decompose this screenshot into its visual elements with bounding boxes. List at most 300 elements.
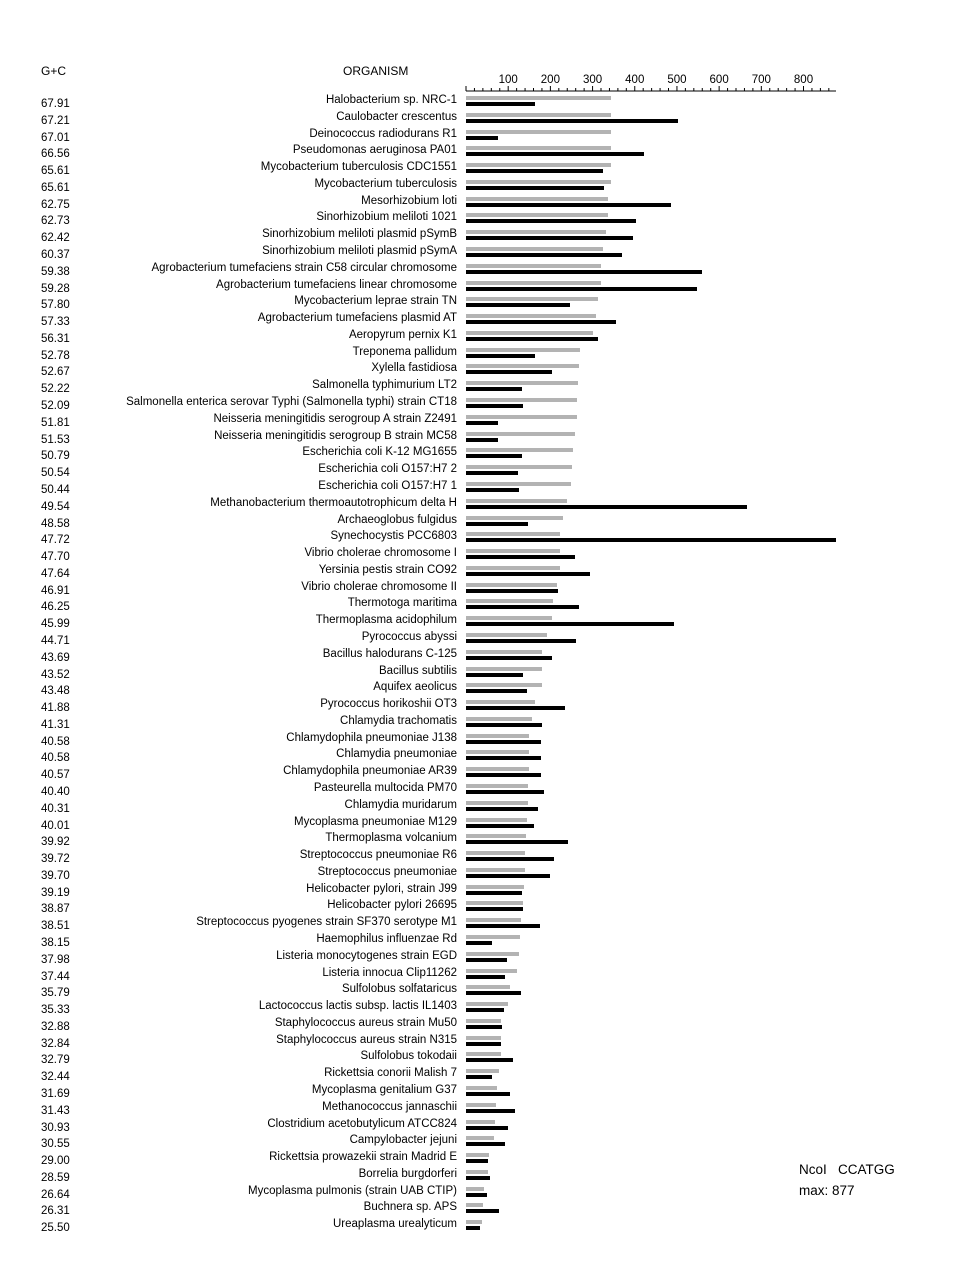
gc-value: 40.57 — [41, 769, 70, 782]
black-bar — [466, 236, 633, 240]
black-bar — [466, 907, 523, 911]
x-tick-label: 800 — [793, 74, 814, 86]
gc-value: 37.98 — [41, 953, 70, 966]
organism-label: Agrobacterium tumefaciens strain C58 circular chromosome — [151, 261, 457, 274]
organism-label: Agrobacterium tumefaciens plasmid AT — [257, 312, 457, 325]
black-bar — [466, 488, 519, 492]
table-row — [0, 649, 977, 666]
grey-bar — [466, 801, 528, 805]
organism-label: Treponema pallidum — [352, 345, 457, 358]
organism-label: Vibrio cholerae chromosome II — [301, 580, 457, 593]
organism-label: Rickettsia conorii Malish 7 — [324, 1067, 457, 1080]
organism-label: Methanococcus jannaschii — [322, 1100, 457, 1113]
table-row — [0, 380, 977, 397]
grey-bar — [466, 1170, 488, 1174]
gc-value: 44.71 — [41, 634, 70, 647]
gc-value: 47.64 — [41, 567, 70, 580]
gc-value: 25.50 — [41, 1222, 70, 1235]
table-row — [0, 666, 977, 683]
table-row — [0, 615, 977, 632]
black-bar — [466, 1159, 488, 1163]
black-bar — [466, 1058, 513, 1062]
organism-label: Staphylococcus aureus strain N315 — [276, 1033, 457, 1046]
x-tick-label: 600 — [709, 74, 729, 86]
organism-label: Yersinia pestis strain CO92 — [318, 563, 457, 576]
enzyme-name: NcoI — [799, 1162, 827, 1177]
grey-bar — [466, 364, 579, 368]
black-bar — [466, 522, 528, 526]
table-row — [0, 296, 977, 313]
organism-label: Pyrococcus abyssi — [361, 630, 457, 643]
black-bar — [466, 320, 616, 324]
black-bar — [466, 924, 540, 928]
grey-bar — [466, 717, 532, 721]
grey-bar — [466, 935, 520, 939]
organism-label: Sulfolobus tokodaii — [360, 1050, 457, 1063]
organism-label: Chlamydia pneumoniae — [336, 748, 457, 761]
table-row — [0, 229, 977, 246]
grey-bar — [466, 314, 596, 318]
table-row — [0, 884, 977, 901]
organism-label: Streptococcus pneumoniae — [317, 865, 457, 878]
organism-label: Mycobacterium leprae strain TN — [294, 295, 457, 308]
grey-bar — [466, 130, 611, 134]
gc-value: 56.31 — [41, 332, 70, 345]
grey-bar — [466, 868, 525, 872]
black-bar — [466, 1042, 501, 1046]
gc-column-header: G+C — [41, 64, 67, 78]
organism-label: Streptococcus pneumoniae R6 — [299, 849, 457, 862]
black-bar — [466, 605, 579, 609]
organism-label: Escherichia coli O157:H7 1 — [318, 479, 457, 492]
black-bar — [466, 270, 702, 274]
table-row — [0, 313, 977, 330]
black-bar — [466, 589, 558, 593]
black-bar — [466, 1075, 492, 1079]
black-bar — [466, 219, 636, 223]
organism-label: Agrobacterium tumefaciens linear chromosome — [216, 278, 457, 291]
gc-value: 32.79 — [41, 1054, 70, 1067]
table-row — [0, 1001, 977, 1018]
grey-bar — [466, 1086, 497, 1090]
grey-bar — [466, 348, 580, 352]
gc-value: 52.67 — [41, 366, 70, 379]
black-bar — [466, 706, 565, 710]
gc-value: 26.31 — [41, 1205, 70, 1218]
organism-label: Borrelia burgdorferi — [358, 1167, 457, 1180]
gc-value: 40.31 — [41, 802, 70, 815]
gc-value: 66.56 — [41, 148, 70, 161]
gc-value: 57.33 — [41, 316, 70, 329]
table-row — [0, 515, 977, 532]
enzyme-line — [799, 1159, 895, 1180]
table-row — [0, 1135, 977, 1152]
grey-bar — [466, 230, 606, 234]
organism-label: Mesorhizobium loti — [361, 194, 457, 207]
organism-label: Aquifex aeolicus — [373, 681, 457, 694]
gc-value: 52.78 — [41, 349, 70, 362]
table-row — [0, 179, 977, 196]
organism-label: Thermotoga maritima — [347, 597, 457, 610]
gc-value: 48.58 — [41, 517, 70, 530]
grey-bar — [466, 331, 593, 335]
black-bar — [466, 756, 541, 760]
organism-label: Halobacterium sp. NRC-1 — [325, 94, 457, 106]
grey-bar — [466, 1036, 501, 1040]
table-row — [0, 397, 977, 414]
organism-label: Methanobacterium thermoautotrophicum delta H — [210, 496, 457, 509]
gc-value: 46.25 — [41, 601, 70, 614]
grey-bar — [466, 1103, 496, 1107]
black-bar — [466, 622, 674, 626]
grey-bar — [466, 516, 563, 520]
black-bar — [466, 404, 523, 408]
table-row — [0, 1202, 977, 1219]
black-bar — [466, 689, 527, 693]
black-bar — [466, 639, 576, 643]
grey-bar — [466, 1120, 495, 1124]
black-bar — [466, 303, 570, 307]
organism-label: Lactococcus lactis subsp. lactis IL1403 — [258, 1000, 457, 1013]
gc-value: 51.81 — [41, 416, 70, 429]
black-bar — [466, 1008, 504, 1012]
gc-value: 47.72 — [41, 534, 70, 547]
organism-label: Rickettsia prowazekii strain Madrid E — [269, 1151, 457, 1164]
table-row — [0, 447, 977, 464]
table-row — [0, 531, 977, 548]
grey-bar — [466, 482, 571, 486]
grey-bar — [466, 818, 527, 822]
table-row — [0, 766, 977, 783]
gc-value: 50.54 — [41, 467, 70, 480]
gc-value: 39.70 — [41, 869, 70, 882]
table-row — [0, 800, 977, 817]
table-row — [0, 347, 977, 364]
organism-label: Mycoplasma pneumoniae M129 — [293, 815, 457, 828]
black-bar — [466, 102, 535, 106]
table-row — [0, 548, 977, 565]
x-tick-label: 200 — [540, 74, 560, 86]
organism-label: Streptococcus pyogenes strain SF370 serotype M1 — [196, 916, 457, 929]
organism-label: Thermoplasma volcanium — [325, 832, 457, 845]
gc-value: 39.72 — [41, 853, 70, 866]
table-row — [0, 1051, 977, 1068]
organism-label: Campylobacter jejuni — [349, 1134, 457, 1147]
grey-bar — [466, 1002, 508, 1006]
black-bar — [466, 807, 538, 811]
gc-value: 50.79 — [41, 450, 70, 463]
organism-label: Mycobacterium tuberculosis — [314, 177, 457, 190]
organism-label: Helicobacter pylori, strain J99 — [306, 882, 457, 895]
gc-value: 32.84 — [41, 1037, 70, 1050]
table-row — [0, 833, 977, 850]
grey-bar — [466, 952, 519, 956]
black-bar — [466, 387, 522, 391]
black-bar — [466, 253, 622, 257]
black-bar — [466, 538, 836, 542]
x-tick-label: 100 — [498, 74, 518, 86]
gc-value: 62.42 — [41, 232, 70, 245]
table-row — [0, 363, 977, 380]
enzyme-note — [799, 1159, 895, 1201]
gc-value: 52.22 — [41, 383, 70, 396]
table-row — [0, 414, 977, 431]
grey-bar — [466, 1203, 483, 1207]
table-row — [0, 682, 977, 699]
gc-value: 51.53 — [41, 433, 70, 446]
black-bar — [466, 1109, 515, 1113]
x-tick-label: 700 — [751, 74, 771, 86]
gc-value: 67.91 — [41, 98, 70, 110]
gc-value: 40.01 — [41, 819, 70, 832]
gc-value: 40.40 — [41, 785, 70, 798]
gc-value: 40.58 — [41, 752, 70, 765]
organism-label: Mycoplasma pulmonis (strain UAB CTIP) — [248, 1184, 457, 1197]
black-bar — [466, 136, 498, 140]
table-row — [0, 565, 977, 582]
gc-value: 65.61 — [41, 165, 70, 178]
organism-label: Chlamydophila pneumoniae AR39 — [283, 765, 457, 778]
grey-bar — [466, 566, 560, 570]
gc-value: 62.73 — [41, 215, 70, 228]
grey-bar — [466, 197, 608, 201]
gc-value: 30.93 — [41, 1121, 70, 1134]
grey-bar — [466, 1136, 494, 1140]
grey-bar — [466, 432, 575, 436]
black-bar — [466, 1092, 510, 1096]
organism-label: Vibrio cholerae chromosome I — [304, 547, 457, 560]
grey-bar — [466, 1052, 501, 1056]
black-bar — [466, 891, 522, 895]
gc-value: 43.52 — [41, 668, 70, 681]
organism-label: Sinorhizobium meliloti plasmid pSymB — [262, 228, 457, 241]
black-bar — [466, 975, 505, 979]
grey-bar — [466, 985, 510, 989]
organism-label: Mycobacterium tuberculosis CDC1551 — [260, 161, 457, 174]
table-row — [0, 1085, 977, 1102]
table-row — [0, 246, 977, 263]
organism-label: Escherichia coli O157:H7 2 — [318, 463, 457, 476]
organism-label: Neisseria meningitidis serogroup B strain MC58 — [214, 429, 457, 442]
organism-label: Sulfolobus solfataricus — [341, 983, 457, 996]
gc-value: 38.15 — [41, 937, 70, 949]
grey-bar — [466, 969, 517, 973]
black-bar — [466, 203, 671, 207]
black-bar — [466, 1176, 490, 1180]
table-row — [0, 984, 977, 1001]
grey-bar — [466, 398, 577, 402]
gc-value: 49.54 — [41, 500, 70, 513]
table-row — [0, 112, 977, 129]
grey-bar — [466, 532, 560, 536]
grey-bar — [466, 750, 529, 754]
grey-bar — [466, 683, 542, 687]
black-bar — [466, 454, 522, 458]
table-row — [0, 1068, 977, 1085]
organism-label: Listeria monocytogenes strain EGD — [276, 949, 457, 962]
black-bar — [466, 790, 544, 794]
table-row — [0, 129, 977, 146]
gc-value: 31.69 — [41, 1088, 70, 1101]
organism-label: Helicobacter pylori 26695 — [327, 899, 457, 912]
black-bar — [466, 824, 534, 828]
black-bar — [466, 287, 697, 291]
organism-label: Staphylococcus aureus strain Mu50 — [274, 1016, 457, 1029]
table-row — [0, 867, 977, 884]
gc-value: 62.75 — [41, 198, 70, 211]
black-bar — [466, 555, 575, 559]
table-row — [0, 1018, 977, 1035]
gc-value: 57.80 — [41, 299, 70, 312]
black-bar — [466, 1126, 508, 1130]
table-row — [0, 817, 977, 834]
organism-label: Chlamydia trachomatis — [340, 714, 457, 727]
organism-label: Chlamydia muridarum — [344, 798, 457, 811]
table-row — [0, 481, 977, 498]
x-tick-label: 300 — [582, 74, 603, 86]
black-bar — [466, 471, 518, 475]
table-row — [0, 582, 977, 599]
black-bar — [466, 840, 568, 844]
black-bar — [466, 1226, 480, 1230]
grey-bar — [466, 1069, 499, 1073]
table-row — [0, 733, 977, 750]
organism-label: Buchnera sp. APS — [363, 1201, 457, 1214]
table-row — [0, 783, 977, 800]
gc-value: 67.01 — [41, 131, 70, 144]
black-bar — [466, 169, 603, 173]
gc-value: 28.59 — [41, 1171, 70, 1184]
organism-label: Salmonella typhimurium LT2 — [312, 379, 457, 392]
black-bar — [466, 152, 644, 156]
gc-value: 65.61 — [41, 181, 70, 194]
gc-value: 41.88 — [41, 702, 70, 715]
gc-value: 32.44 — [41, 1071, 70, 1084]
black-bar — [466, 1209, 499, 1213]
table-row — [0, 934, 977, 951]
organism-label: Bacillus subtilis — [379, 664, 457, 677]
grey-bar — [466, 784, 528, 788]
table-row — [0, 850, 977, 867]
grey-bar — [466, 1019, 501, 1023]
organism-label: Sinorhizobium meliloti plasmid pSymA — [262, 245, 457, 258]
table-row — [0, 464, 977, 481]
organism-label: Ureaplasma urealyticum — [333, 1218, 457, 1231]
gc-value: 29.00 — [41, 1155, 70, 1168]
table-row — [0, 95, 977, 112]
organism-label: Haemophilus influenzae Rd — [316, 933, 457, 945]
grey-bar — [466, 583, 557, 587]
table-row — [0, 699, 977, 716]
grey-bar — [466, 616, 552, 620]
table-row — [0, 431, 977, 448]
organism-label: Pasteurella multocida PM70 — [313, 781, 457, 794]
black-bar — [466, 958, 507, 962]
grey-bar — [466, 415, 577, 419]
black-bar — [466, 186, 604, 190]
grey-bar — [466, 918, 521, 922]
max-value: max: 877 — [799, 1183, 855, 1198]
grey-bar — [466, 96, 611, 100]
gc-value: 52.09 — [41, 400, 70, 413]
grey-bar — [466, 633, 547, 637]
grey-bar — [466, 465, 572, 469]
table-row — [0, 900, 977, 917]
organism-label: Archaeoglobus fulgidus — [337, 513, 457, 526]
grey-bar — [466, 667, 542, 671]
black-bar — [466, 941, 492, 945]
organism-label: Deinococcus radiodurans R1 — [309, 127, 457, 140]
grey-bar — [466, 180, 611, 184]
table-row — [0, 498, 977, 515]
black-bar — [466, 991, 521, 995]
recognition-site: CCATGG — [838, 1162, 895, 1177]
grey-bar — [466, 901, 523, 905]
gc-value: 38.51 — [41, 920, 70, 933]
gc-value: 39.19 — [41, 886, 70, 899]
grey-bar — [466, 599, 553, 603]
organism-label: Mycoplasma genitalium G37 — [311, 1084, 457, 1097]
black-bar — [466, 438, 498, 442]
grey-bar — [466, 734, 529, 738]
organism-label: Escherichia coli K-12 MG1655 — [302, 446, 457, 459]
gc-value: 60.37 — [41, 249, 70, 262]
organism-label: Aeropyrum pernix K1 — [348, 328, 457, 341]
organism-label: Xylella fastidiosa — [371, 362, 457, 375]
table-row — [0, 917, 977, 934]
table-row — [0, 598, 977, 615]
organism-label: Chlamydophila pneumoniae J138 — [286, 731, 457, 744]
black-bar — [466, 1193, 487, 1197]
black-bar — [466, 572, 590, 576]
grey-bar — [466, 885, 524, 889]
gc-value: 38.87 — [41, 903, 70, 916]
table-row — [0, 263, 977, 280]
organism-label: Salmonella enterica serovar Typhi (Salmonella typhi) strain CT18 — [126, 396, 457, 409]
table-row — [0, 951, 977, 968]
gc-value: 43.69 — [41, 651, 70, 664]
grey-bar — [466, 549, 560, 553]
x-tick-label: 400 — [625, 74, 645, 86]
grey-bar — [466, 1187, 484, 1191]
grey-bar — [466, 1220, 482, 1224]
grey-bar — [466, 113, 611, 117]
organism-label: Thermoplasma acidophilum — [315, 614, 457, 627]
gc-value: 43.48 — [41, 685, 70, 698]
black-bar — [466, 421, 498, 425]
black-bar — [466, 337, 598, 341]
black-bar — [466, 1142, 505, 1146]
black-bar — [466, 1025, 502, 1029]
gc-value: 46.91 — [41, 584, 70, 597]
grey-bar — [466, 146, 611, 150]
table-row — [0, 196, 977, 213]
black-bar — [466, 505, 747, 509]
black-bar — [466, 773, 541, 777]
gc-value: 45.99 — [41, 618, 70, 631]
grey-bar — [466, 247, 603, 251]
organism-label: Listeria innocua Clip11262 — [322, 966, 457, 979]
grey-bar — [466, 213, 608, 217]
black-bar — [466, 119, 678, 123]
gc-value: 31.43 — [41, 1104, 70, 1117]
black-bar — [466, 673, 523, 677]
table-row — [0, 330, 977, 347]
gc-value: 67.21 — [41, 114, 70, 127]
organism-label: Bacillus halodurans C-125 — [322, 647, 457, 660]
grey-bar — [466, 281, 601, 285]
table-row — [0, 280, 977, 297]
